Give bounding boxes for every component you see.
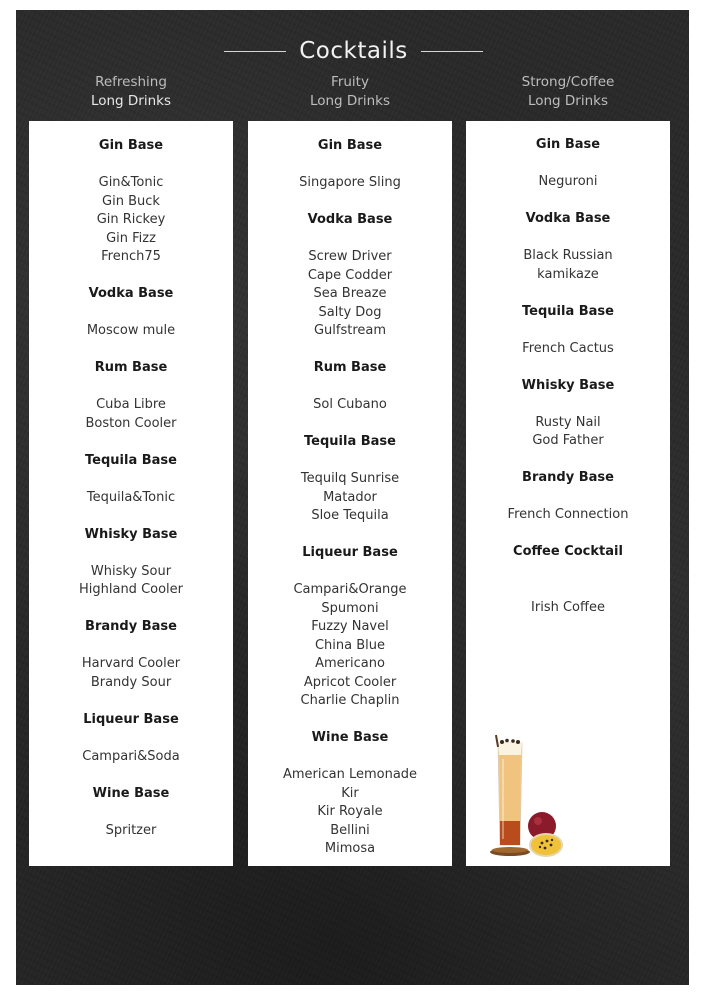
spacer	[29, 637, 233, 656]
column-header-line2: Long Drinks	[309, 93, 391, 109]
cocktail-item-screw-driver: Screw Driver	[308, 249, 392, 264]
spacer	[29, 729, 233, 748]
spacer	[248, 156, 452, 175]
cocktail-item-gin-fizz: Gin Fizz	[106, 230, 156, 246]
cocktail-item-salty-dog: Salty Dog	[318, 304, 382, 320]
spacer	[248, 341, 452, 360]
spacer	[29, 544, 233, 563]
spacer	[248, 711, 452, 730]
cocktail-item-harvard-cooler: Harvard Cooler	[81, 656, 181, 671]
cocktail-item-campari-orange: Campari&Orange	[293, 582, 407, 597]
spacer	[466, 321, 670, 340]
cocktail-list-strong-coffee	[466, 136, 670, 617]
base-heading-coffee-cocktail: Coffee Cocktail	[513, 544, 623, 559]
cocktail-list-refreshing	[29, 137, 233, 840]
base-heading-rum-base: Rum Base	[94, 360, 168, 375]
base-heading-tequila-base: Tequila Base	[85, 452, 177, 468]
title-right-rule	[421, 51, 483, 52]
spacer	[29, 267, 233, 286]
spacer	[466, 192, 670, 211]
base-heading-gin-base: Gin Base	[98, 138, 164, 153]
cocktail-item-kir: Kir	[341, 785, 359, 801]
cocktail-item-brandy-sour: Brandy Sour	[90, 674, 172, 690]
base-heading-liqueur-base: Liqueur Base	[83, 711, 179, 727]
cocktail-item-sea-breaze: Sea Breaze	[313, 286, 387, 301]
cocktail-item-french75: French75	[101, 249, 161, 264]
cocktail-item-blank	[466, 580, 670, 599]
cocktail-item-mimosa: Mimosa	[324, 841, 376, 856]
cocktail-item-sloe-tequila: Sloe Tequila	[311, 508, 389, 523]
cocktail-item-french-connection: French Connection	[507, 507, 629, 522]
base-heading-wine-base: Wine Base	[311, 730, 389, 745]
column-header-line2: Long Drinks	[527, 93, 609, 109]
spacer	[466, 358, 670, 377]
cocktail-item-tequila-tonic: Tequila&Tonic	[86, 489, 176, 505]
base-heading-vodka-base: Vodka Base	[307, 212, 393, 227]
cocktail-item-black-russian: Black Russian	[523, 248, 613, 263]
cocktail-glass-icon	[480, 733, 570, 858]
cocktail-item-bellini: Bellini	[330, 822, 370, 838]
menu-title-bar	[0, 36, 707, 66]
cocktail-item-sol-cubano: Sol Cubano	[313, 397, 387, 412]
spacer	[248, 748, 452, 767]
column-header-line1: Refreshing	[95, 74, 167, 90]
base-heading-whisky-base: Whisky Base	[521, 377, 615, 393]
spacer	[29, 507, 233, 526]
base-heading-tequila-base: Tequila Base	[304, 434, 396, 449]
cocktail-item-highland-cooler: Highland Cooler	[78, 582, 184, 597]
column-header-strong-coffee	[466, 73, 670, 111]
cocktail-item-singapore-sling: Singapore Sling	[299, 175, 401, 190]
base-heading-brandy-base: Brandy Base	[522, 470, 614, 485]
menu-panel-strong-coffee	[466, 121, 670, 866]
base-heading-gin-base: Gin Base	[535, 137, 601, 152]
base-heading-gin-base: Gin Base	[317, 138, 383, 153]
base-heading-tequila-base: Tequila Base	[522, 303, 614, 319]
cocktail-item-gin-tonic: Gin&Tonic	[98, 175, 164, 190]
cocktail-item-american-lemonade: American Lemonade	[282, 767, 418, 782]
base-heading-wine-base: Wine Base	[92, 785, 170, 801]
cocktail-list-fruity	[248, 137, 452, 859]
spacer	[29, 433, 233, 452]
cocktail-item-charlie-chaplin: Charlie Chaplin	[300, 693, 400, 708]
spacer	[29, 600, 233, 619]
spacer	[248, 378, 452, 397]
menu-panel-fruity	[248, 121, 452, 866]
base-heading-vodka-base: Vodka Base	[525, 211, 611, 226]
spacer	[248, 452, 452, 471]
spacer	[29, 156, 233, 175]
spacer	[466, 488, 670, 507]
spacer	[248, 526, 452, 545]
spacer	[466, 284, 670, 303]
column-header-fruity	[248, 73, 452, 111]
cocktail-item-kir-royale: Kir Royale	[317, 804, 383, 819]
cocktail-item-god-father: God Father	[532, 433, 604, 448]
spacer	[248, 563, 452, 582]
spacer	[29, 766, 233, 785]
spacer	[29, 341, 233, 360]
cocktail-item-cuba-libre: Cuba Libre	[96, 397, 166, 412]
column-header-line2: Long Drinks	[90, 93, 172, 109]
spacer	[466, 525, 670, 544]
cocktail-item-spumoni: Spumoni	[321, 600, 379, 616]
cocktail-item-french-cactus: French Cactus	[522, 340, 614, 356]
cocktail-item-gin-buck: Gin Buck	[102, 193, 160, 209]
menu-title: Cocktails	[299, 38, 408, 64]
base-heading-whisky-base: Whisky Base	[84, 526, 178, 542]
spacer	[29, 304, 233, 323]
spacer	[466, 155, 670, 174]
spacer	[248, 415, 452, 434]
cocktail-item-apricot-cooler: Apricot Cooler	[303, 674, 397, 690]
column-header-line1: Strong/Coffee	[521, 74, 615, 90]
cocktail-item-gulfstream: Gulfstream	[313, 323, 387, 338]
base-heading-brandy-base: Brandy Base	[85, 619, 177, 634]
spacer	[248, 230, 452, 249]
spacer	[248, 193, 452, 212]
spacer	[29, 692, 233, 711]
column-header-refreshing	[29, 73, 233, 111]
cocktail-item-matador: Matador	[323, 489, 377, 505]
cocktail-item-whisky-sour: Whisky Sour	[90, 563, 172, 579]
cocktail-item-china-blue: China Blue	[314, 637, 386, 653]
cocktail-item-spritzer: Spritzer	[105, 822, 157, 838]
column-header-line1: Fruity	[331, 74, 369, 90]
cocktail-item-boston-cooler: Boston Cooler	[85, 415, 177, 431]
spacer	[466, 395, 670, 414]
cocktail-item-kamikaze: kamikaze	[537, 266, 599, 282]
spacer	[29, 378, 233, 397]
spacer	[466, 229, 670, 248]
spacer	[29, 803, 233, 822]
cocktail-item-campari-soda: Campari&Soda	[82, 748, 180, 764]
spacer	[466, 451, 670, 470]
cocktail-item-irish-coffee: Irish Coffee	[531, 599, 605, 615]
cocktail-item-americano: Americano	[315, 656, 385, 671]
cocktail-item-cape-codder: Cape Codder	[307, 267, 393, 283]
spacer	[29, 470, 233, 489]
cocktail-item-neguroni: Neguroni	[538, 174, 598, 189]
cocktail-item-rusty-nail: Rusty Nail	[535, 414, 601, 430]
spacer	[466, 562, 670, 581]
cocktail-item-moscow-mule: Moscow mule	[86, 323, 176, 338]
title-left-rule	[224, 51, 286, 52]
menu-panel-refreshing	[29, 121, 233, 866]
base-heading-rum-base: Rum Base	[313, 360, 387, 375]
cocktail-item-fuzzy-navel: Fuzzy Navel	[311, 619, 389, 634]
base-heading-vodka-base: Vodka Base	[88, 286, 174, 301]
cocktail-item-tequilq-sunrise: Tequilq Sunrise	[300, 471, 400, 486]
cocktail-item-gin-rickey: Gin Rickey	[96, 212, 166, 227]
base-heading-liqueur-base: Liqueur Base	[302, 545, 398, 560]
